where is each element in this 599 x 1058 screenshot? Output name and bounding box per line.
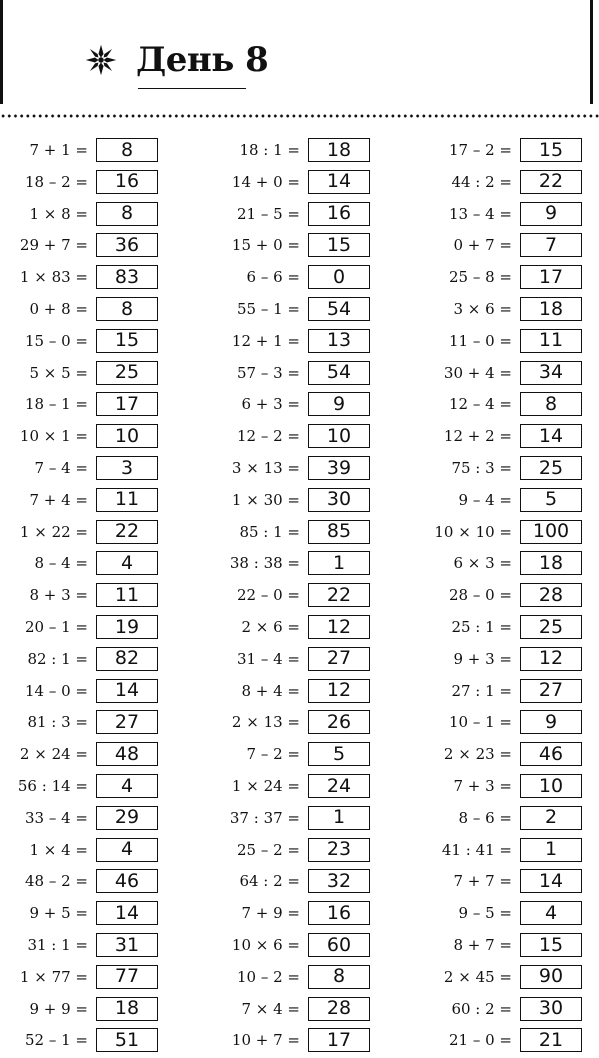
answer-box: 13 bbox=[308, 329, 370, 353]
exercise-row bbox=[0, 900, 158, 926]
exercise-expression: 9 – 4 = bbox=[458, 490, 512, 509]
exercise-expression: 12 + 2 = bbox=[443, 427, 512, 446]
answer-box: 12 bbox=[520, 647, 582, 671]
answer-box: 8 bbox=[96, 297, 158, 321]
exercise-row bbox=[204, 1027, 370, 1053]
exercise-expression: 41 : 41 = bbox=[441, 840, 512, 859]
exercise-expression: 31 – 4 = bbox=[236, 649, 300, 668]
exercise-row bbox=[0, 360, 158, 386]
exercise-row bbox=[0, 137, 158, 163]
exercise-expression: 3 × 6 = bbox=[453, 300, 512, 318]
answer-box: 12 bbox=[308, 615, 370, 639]
exercise-row bbox=[0, 391, 158, 417]
answer-box: 25 bbox=[520, 456, 582, 480]
answer-box: 22 bbox=[308, 583, 370, 607]
exercise-row bbox=[204, 360, 370, 386]
exercise-row bbox=[204, 900, 370, 926]
exercise-expression: 18 – 2 = bbox=[24, 172, 88, 191]
exercise-expression: 1 × 8 = bbox=[29, 204, 88, 223]
answer-box: 18 bbox=[96, 997, 158, 1021]
exercise-expression: 7 + 4 = bbox=[29, 490, 88, 509]
exercise-expression: 5 × 5 = bbox=[29, 363, 88, 382]
exercise-expression: 1 × 4 = bbox=[29, 840, 88, 859]
exercise-expression: 8 + 7 = bbox=[453, 936, 512, 954]
exercise-row bbox=[414, 487, 582, 513]
exercise-row bbox=[204, 805, 370, 831]
exercise-expression: 25 – 2 = bbox=[236, 840, 300, 859]
exercise-expression: 2 × 6 = bbox=[241, 618, 300, 636]
answer-box: 14 bbox=[520, 424, 582, 448]
answer-box: 30 bbox=[308, 488, 370, 512]
exercise-expression: 8 + 3 = bbox=[29, 586, 88, 605]
exercise-row bbox=[0, 487, 158, 513]
exercise-expression: 2 × 45 = bbox=[443, 967, 512, 986]
exercise-row bbox=[0, 264, 158, 290]
answer-box: 36 bbox=[96, 233, 158, 257]
exercise-row bbox=[204, 137, 370, 163]
exercise-expression: 25 : 1 = bbox=[451, 618, 512, 636]
exercise-expression: 7 – 2 = bbox=[246, 745, 300, 764]
answer-box: 27 bbox=[520, 679, 582, 703]
answer-box: 8 bbox=[96, 138, 158, 162]
answer-box: 9 bbox=[520, 202, 582, 226]
left-border-line bbox=[0, 0, 3, 104]
exercise-expression: 13 – 4 = bbox=[448, 204, 512, 223]
exercise-row bbox=[204, 996, 370, 1022]
exercise-expression: 14 – 0 = bbox=[24, 681, 88, 700]
exercise-row bbox=[414, 678, 582, 704]
exercise-expression: 8 – 6 = bbox=[458, 808, 512, 827]
exercise-expression: 22 – 0 = bbox=[236, 586, 300, 605]
exercise-expression: 81 : 3 = bbox=[27, 713, 88, 732]
answer-box: 16 bbox=[96, 170, 158, 194]
exercise-expression: 10 × 6 = bbox=[231, 936, 300, 954]
exercise-row bbox=[204, 868, 370, 894]
exercise-expression: 6 × 3 = bbox=[453, 554, 512, 573]
exercise-row bbox=[414, 201, 582, 227]
answer-box: 14 bbox=[308, 170, 370, 194]
exercise-row bbox=[414, 169, 582, 195]
exercise-row bbox=[0, 328, 158, 354]
answer-box: 25 bbox=[96, 361, 158, 385]
exercise-expression: 8 – 4 = bbox=[34, 554, 88, 573]
answer-box: 51 bbox=[96, 1028, 158, 1052]
answer-box: 22 bbox=[520, 170, 582, 194]
exercise-row bbox=[0, 614, 158, 640]
exercise-row bbox=[414, 614, 582, 640]
exercise-expression: 52 – 1 = bbox=[24, 1031, 88, 1050]
exercise-row bbox=[0, 773, 158, 799]
exercise-expression: 15 – 0 = bbox=[24, 331, 88, 350]
answer-box: 25 bbox=[520, 615, 582, 639]
answer-box: 48 bbox=[96, 742, 158, 766]
exercise-row bbox=[0, 550, 158, 576]
answer-box: 5 bbox=[308, 742, 370, 766]
exercise-expression: 1 × 22 = bbox=[19, 522, 88, 541]
exercise-row bbox=[414, 837, 582, 863]
answer-box: 11 bbox=[520, 329, 582, 353]
answer-box: 4 bbox=[96, 551, 158, 575]
exercise-row bbox=[0, 455, 158, 481]
answer-box: 15 bbox=[308, 233, 370, 257]
answer-box: 11 bbox=[96, 583, 158, 607]
answer-box: 60 bbox=[308, 933, 370, 957]
exercise-expression: 2 × 23 = bbox=[443, 745, 512, 764]
exercise-row bbox=[414, 646, 582, 672]
exercise-expression: 1 × 24 = bbox=[231, 777, 300, 795]
exercise-expression: 27 : 1 = bbox=[451, 681, 512, 700]
answer-box: 77 bbox=[96, 965, 158, 989]
exercise-expression: 12 + 1 = bbox=[231, 331, 300, 350]
exercise-row bbox=[204, 646, 370, 672]
exercise-expression: 3 × 13 = bbox=[231, 459, 300, 477]
answer-box: 46 bbox=[96, 869, 158, 893]
exercise-expression: 11 – 0 = bbox=[448, 331, 512, 350]
exercise-row bbox=[414, 1027, 582, 1053]
exercise-row bbox=[204, 773, 370, 799]
exercise-row bbox=[0, 741, 158, 767]
answer-box: 82 bbox=[96, 647, 158, 671]
exercise-expression: 1 × 77 = bbox=[19, 967, 88, 986]
exercise-expression: 18 – 1 = bbox=[24, 395, 88, 414]
answer-box: 18 bbox=[308, 138, 370, 162]
answer-box: 10 bbox=[96, 424, 158, 448]
answer-box: 46 bbox=[520, 742, 582, 766]
answer-box: 4 bbox=[96, 838, 158, 862]
answer-box: 15 bbox=[520, 933, 582, 957]
answer-box: 1 bbox=[308, 806, 370, 830]
exercise-row bbox=[204, 487, 370, 513]
exercise-row bbox=[414, 391, 582, 417]
exercise-expression: 75 : 3 = bbox=[451, 459, 512, 477]
answer-box: 4 bbox=[96, 774, 158, 798]
answer-box: 39 bbox=[308, 456, 370, 480]
exercise-expression: 64 : 2 = bbox=[239, 872, 300, 891]
exercise-row bbox=[0, 678, 158, 704]
exercise-expression: 31 : 1 = bbox=[27, 936, 88, 954]
answer-box: 2 bbox=[520, 806, 582, 830]
answer-box: 12 bbox=[308, 679, 370, 703]
exercise-row bbox=[414, 232, 582, 258]
answer-box: 1 bbox=[308, 551, 370, 575]
exercise-expression: 10 – 1 = bbox=[448, 713, 512, 732]
answer-box: 17 bbox=[308, 1028, 370, 1052]
exercise-row bbox=[414, 296, 582, 322]
exercise-expression: 9 + 9 = bbox=[29, 999, 88, 1018]
exercise-row bbox=[414, 328, 582, 354]
exercise-expression: 20 – 1 = bbox=[24, 618, 88, 636]
answer-box: 18 bbox=[520, 551, 582, 575]
exercise-expression: 82 : 1 = bbox=[27, 649, 88, 668]
exercise-expression: 29 + 7 = bbox=[19, 236, 88, 255]
exercise-expression: 25 – 8 = bbox=[448, 268, 512, 287]
answer-box: 34 bbox=[520, 361, 582, 385]
answer-box: 23 bbox=[308, 838, 370, 862]
exercise-row bbox=[0, 519, 158, 545]
exercise-row bbox=[414, 805, 582, 831]
exercise-row bbox=[204, 455, 370, 481]
answer-box: 14 bbox=[520, 869, 582, 893]
exercise-row bbox=[414, 964, 582, 990]
answer-box: 26 bbox=[308, 710, 370, 734]
exercise-row bbox=[414, 773, 582, 799]
answer-box: 10 bbox=[308, 424, 370, 448]
answer-box: 31 bbox=[96, 933, 158, 957]
exercise-expression: 7 – 4 = bbox=[34, 459, 88, 477]
exercise-expression: 44 : 2 = bbox=[451, 172, 512, 191]
answer-box: 19 bbox=[96, 615, 158, 639]
exercise-expression: 7 + 1 = bbox=[29, 141, 88, 159]
right-border-line bbox=[590, 0, 593, 104]
exercise-expression: 9 – 5 = bbox=[458, 904, 512, 923]
exercise-expression: 0 + 8 = bbox=[29, 300, 88, 318]
answer-box: 30 bbox=[520, 997, 582, 1021]
exercise-row bbox=[0, 201, 158, 227]
exercise-row bbox=[414, 741, 582, 767]
exercise-row bbox=[0, 996, 158, 1022]
exercise-row bbox=[204, 582, 370, 608]
dotted-divider bbox=[0, 113, 599, 119]
exercise-expression: 18 : 1 = bbox=[239, 141, 300, 159]
exercise-expression: 7 × 4 = bbox=[241, 999, 300, 1018]
exercise-row bbox=[204, 264, 370, 290]
exercise-expression: 7 + 3 = bbox=[453, 777, 512, 795]
asterisk-flower-icon bbox=[84, 43, 118, 77]
exercise-row bbox=[204, 550, 370, 576]
answer-box: 27 bbox=[96, 710, 158, 734]
exercise-row bbox=[204, 169, 370, 195]
exercise-expression: 17 – 2 = bbox=[448, 141, 512, 159]
exercise-expression: 1 × 30 = bbox=[231, 490, 300, 509]
answer-box: 16 bbox=[308, 901, 370, 925]
exercise-row bbox=[204, 423, 370, 449]
answer-box: 17 bbox=[520, 265, 582, 289]
exercise-row bbox=[0, 296, 158, 322]
answer-box: 14 bbox=[96, 901, 158, 925]
answer-box: 85 bbox=[308, 520, 370, 544]
answer-box: 3 bbox=[96, 456, 158, 480]
answer-box: 9 bbox=[308, 392, 370, 416]
exercise-row bbox=[414, 264, 582, 290]
exercise-expression: 7 + 9 = bbox=[241, 904, 300, 923]
exercise-row bbox=[0, 646, 158, 672]
exercise-row bbox=[414, 550, 582, 576]
exercise-row bbox=[0, 837, 158, 863]
exercise-row bbox=[0, 1027, 158, 1053]
exercise-expression: 6 + 3 = bbox=[241, 395, 300, 414]
answer-box: 0 bbox=[308, 265, 370, 289]
exercise-row bbox=[204, 614, 370, 640]
exercise-expression: 60 : 2 = bbox=[451, 999, 512, 1018]
answer-box: 32 bbox=[308, 869, 370, 893]
exercise-expression: 56 : 14 = bbox=[17, 777, 88, 795]
exercise-row bbox=[204, 296, 370, 322]
answer-box: 22 bbox=[96, 520, 158, 544]
exercise-expression: 0 + 7 = bbox=[453, 236, 512, 255]
exercise-expression: 85 : 1 = bbox=[239, 522, 300, 541]
exercise-row bbox=[204, 232, 370, 258]
exercise-row bbox=[414, 868, 582, 894]
answer-box: 18 bbox=[520, 297, 582, 321]
exercise-row bbox=[0, 964, 158, 990]
exercise-expression: 10 + 7 = bbox=[231, 1031, 300, 1050]
exercise-expression: 6 – 6 = bbox=[246, 268, 300, 287]
exercise-row bbox=[0, 868, 158, 894]
page-title: День 8 bbox=[136, 40, 269, 80]
exercise-expression: 12 – 2 = bbox=[236, 427, 300, 446]
exercise-row bbox=[414, 137, 582, 163]
page-header bbox=[84, 32, 268, 88]
answer-box: 16 bbox=[308, 202, 370, 226]
exercise-expression: 9 + 3 = bbox=[453, 649, 512, 668]
exercise-expression: 37 : 37 = bbox=[229, 808, 300, 827]
exercise-expression: 14 + 0 = bbox=[231, 172, 300, 191]
exercise-row bbox=[204, 837, 370, 863]
exercise-expression: 48 – 2 = bbox=[24, 872, 88, 891]
exercise-row bbox=[204, 932, 370, 958]
answer-box: 27 bbox=[308, 647, 370, 671]
answer-box: 15 bbox=[520, 138, 582, 162]
answer-box: 1 bbox=[520, 838, 582, 862]
exercise-row bbox=[0, 582, 158, 608]
answer-box: 54 bbox=[308, 361, 370, 385]
exercise-expression: 21 – 0 = bbox=[448, 1031, 512, 1050]
answer-box: 17 bbox=[96, 392, 158, 416]
exercise-row bbox=[414, 932, 582, 958]
answer-box: 7 bbox=[520, 233, 582, 257]
answer-box: 5 bbox=[520, 488, 582, 512]
exercise-expression: 15 + 0 = bbox=[231, 236, 300, 255]
exercise-expression: 21 – 5 = bbox=[236, 204, 300, 223]
exercise-row bbox=[0, 932, 158, 958]
exercise-row bbox=[414, 996, 582, 1022]
exercise-row bbox=[204, 709, 370, 735]
answer-box: 8 bbox=[520, 392, 582, 416]
exercise-row bbox=[0, 232, 158, 258]
answer-box: 54 bbox=[308, 297, 370, 321]
exercise-expression: 1 × 83 = bbox=[19, 268, 88, 287]
exercise-expression: 38 : 38 = bbox=[229, 554, 300, 573]
exercise-row bbox=[0, 805, 158, 831]
answer-box: 28 bbox=[520, 583, 582, 607]
exercise-row bbox=[414, 709, 582, 735]
exercise-expression: 10 – 2 = bbox=[236, 967, 300, 986]
answer-box: 90 bbox=[520, 965, 582, 989]
exercise-expression: 10 × 10 = bbox=[434, 522, 512, 541]
exercise-expression: 2 × 24 = bbox=[19, 745, 88, 764]
answer-box: 14 bbox=[96, 679, 158, 703]
exercise-expression: 12 – 4 = bbox=[448, 395, 512, 414]
exercise-expression: 57 – 3 = bbox=[236, 363, 300, 382]
exercise-row bbox=[414, 423, 582, 449]
answer-box: 29 bbox=[96, 806, 158, 830]
answer-box: 4 bbox=[520, 901, 582, 925]
answer-box: 83 bbox=[96, 265, 158, 289]
exercise-expression: 30 + 4 = bbox=[443, 363, 512, 382]
answer-box: 9 bbox=[520, 710, 582, 734]
exercise-expression: 10 × 1 = bbox=[19, 427, 88, 446]
answer-box: 8 bbox=[96, 202, 158, 226]
exercise-row bbox=[0, 709, 158, 735]
exercise-row bbox=[414, 455, 582, 481]
exercise-row bbox=[414, 519, 582, 545]
exercise-row bbox=[204, 678, 370, 704]
exercise-row bbox=[0, 169, 158, 195]
exercise-expression: 7 + 7 = bbox=[453, 872, 512, 891]
title-underline bbox=[138, 88, 246, 89]
exercise-expression: 8 + 4 = bbox=[241, 681, 300, 700]
answer-box: 28 bbox=[308, 997, 370, 1021]
exercise-expression: 9 + 5 = bbox=[29, 904, 88, 923]
answer-box: 11 bbox=[96, 488, 158, 512]
exercise-expression: 2 × 13 = bbox=[231, 713, 300, 732]
answer-box: 100 bbox=[520, 520, 582, 544]
exercise-row bbox=[204, 741, 370, 767]
exercise-row bbox=[204, 519, 370, 545]
exercise-row bbox=[204, 391, 370, 417]
answer-box: 10 bbox=[520, 774, 582, 798]
answer-box: 15 bbox=[96, 329, 158, 353]
exercise-expression: 33 – 4 = bbox=[24, 808, 88, 827]
answer-box: 8 bbox=[308, 965, 370, 989]
answer-box: 21 bbox=[520, 1028, 582, 1052]
exercise-row bbox=[204, 201, 370, 227]
exercise-row bbox=[414, 582, 582, 608]
exercise-row bbox=[204, 328, 370, 354]
answer-box: 24 bbox=[308, 774, 370, 798]
exercise-row bbox=[0, 423, 158, 449]
exercise-expression: 55 – 1 = bbox=[236, 300, 300, 318]
exercise-expression: 28 – 0 = bbox=[448, 586, 512, 605]
exercise-row bbox=[414, 360, 582, 386]
exercise-row bbox=[204, 964, 370, 990]
exercise-row bbox=[414, 900, 582, 926]
